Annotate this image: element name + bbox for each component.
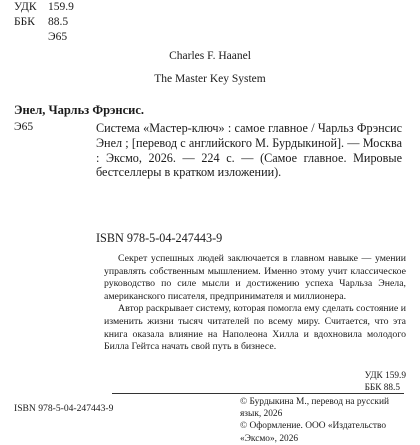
original-author: Charles F. Haanel (169, 50, 251, 62)
original-title: The Master Key System (154, 73, 266, 85)
copyright-design: © Оформление. ООО «Издательство «Эксмо», 2026 (240, 421, 387, 444)
annotation-paragraph-2: Автор раскрывает систему, которая помогла ему сделать состояние и изменить жизни тысяч читателей по всему миру. Считается, что эта книга оказала влияние на Наполеона Хилла и вдохновила молодого Билла Гейтса начать свой путь в бизнесе. (104, 303, 406, 353)
bbk-label: ББК (14, 16, 35, 28)
isbn-main: ISBN 978-5-04-247443-9 (96, 231, 223, 245)
udk-value: 159.9 (48, 1, 74, 13)
shelf-mark: Э65 (14, 121, 34, 133)
bbk-value: 88.5 (48, 16, 69, 28)
isbn-footer: ISBN 978-5-04-247443-9 (14, 403, 114, 414)
cutter-code: Э65 (48, 31, 68, 43)
udk-row (14, 0, 74, 15)
udk-label: УДК (14, 1, 37, 13)
copyright-block (240, 396, 408, 445)
footer-bbk: ББК 88.5 (364, 383, 401, 393)
bibliographic-description: Система «Мастер-ключ» : самое главное / Чарльз Фрэнсис Энел ; [перевод с английского М. Бурдыкиной]. — Москва : Эксмо, 2026. — 224 с. — (Самое главное. Мировые бестселлеры в кратком изложении). (96, 121, 402, 180)
bbk-row (14, 15, 74, 30)
divider (112, 393, 404, 394)
annotation (104, 253, 406, 354)
annotation-paragraph-1: Секрет успешных людей заключается в главном навыке — умении управлять собственным мышлением. Именно этому учит классическое руководство по силе мысли и достижению успеха Чарльза Энела, американского писателя, предпринимателя и миллионера. (104, 253, 406, 302)
copyright-translation: © Бурдыкина М., перевод на русский язык, 2026 (240, 397, 390, 420)
footer-codes (365, 370, 406, 394)
entry-author: Энел, Чарльз Фрэнсис. (14, 103, 145, 117)
classification-header (14, 0, 74, 45)
footer-udk: УДК 159.9 (364, 371, 406, 381)
cutter-row (14, 30, 74, 45)
